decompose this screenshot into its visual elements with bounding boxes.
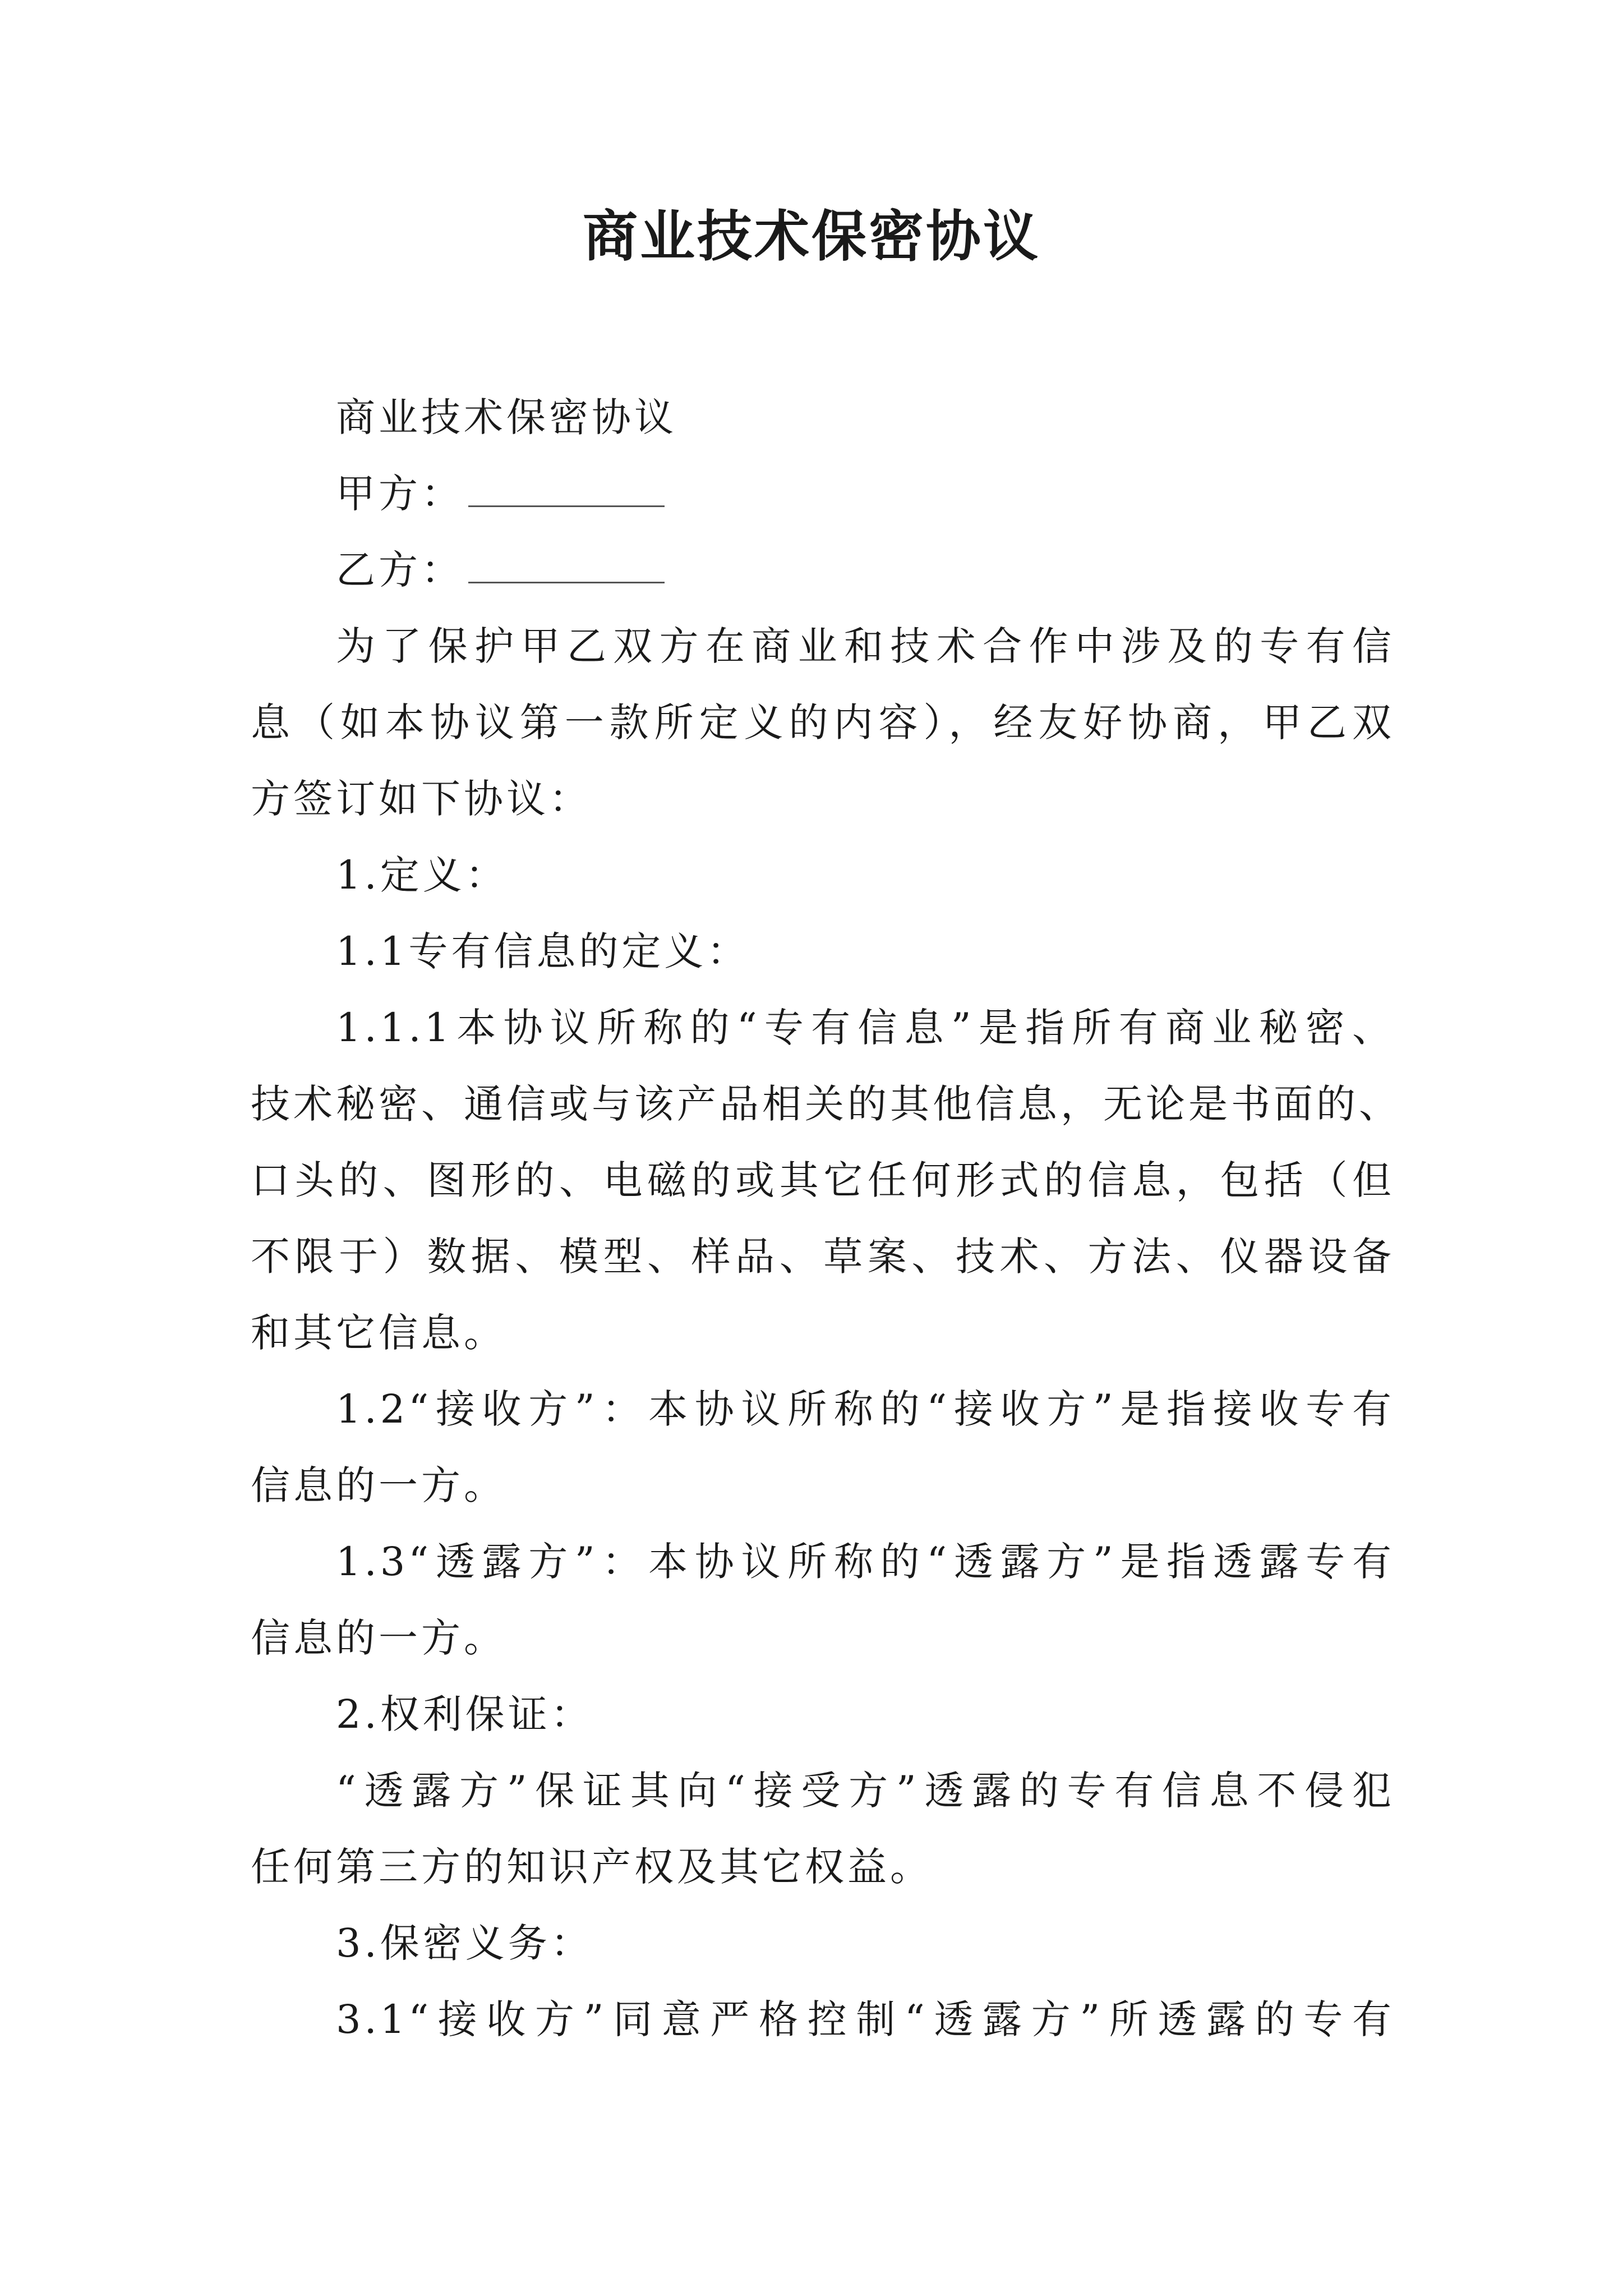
party-a-line (251, 455, 1395, 532)
paragraph-line: 1.3“透露方”：本协议所称的“透露方”是指透露专有 (336, 1539, 1395, 1585)
document-subtitle: 商业技术保密协议 (336, 394, 677, 440)
paragraph-line: 1.1.1本协议所称的“专有信息”是指所有商业秘密、 (336, 1005, 1395, 1051)
paragraph-line: 信息的一方。 (251, 1615, 506, 1661)
paragraph-line: 和其它信息。 (251, 1310, 506, 1356)
paragraph-line: 口头的、图形的、电磁的或其它任何形式的信息，包括（但 (251, 1157, 1395, 1203)
paragraph-line: 不限于）数据、模型、样品、草案、技术、方法、仪器设备 (251, 1234, 1395, 1280)
document-title: 商业技术保密协议 (582, 204, 1040, 269)
party-a-label: 甲方： (336, 471, 464, 517)
paragraph-line: 1.2“接收方”：本协议所称的“接收方”是指接收专有 (336, 1386, 1395, 1432)
party-a-blank[interactable] (468, 472, 665, 507)
paragraph-line: 信息的一方。 (251, 1462, 506, 1508)
document-body (251, 379, 1401, 2058)
party-b-blank[interactable] (468, 548, 665, 583)
paragraph-line: “透露方”保证其向“接受方”透露的专有信息不侵犯 (336, 1768, 1395, 1814)
subsection-heading: 1.1专有信息的定义： (336, 928, 750, 974)
paragraph-line: 任何第三方的知识产权及其它权益。 (251, 1844, 933, 1890)
paragraph-line: 为了保护甲乙双方在商业和技术合作中涉及的专有信 (336, 623, 1395, 669)
paragraph-line: 方签订如下协议： (251, 776, 592, 822)
section-heading: 3.保密义务： (336, 1920, 593, 1966)
party-b-line (251, 532, 1395, 608)
party-b-label: 乙方： (336, 547, 464, 593)
section-heading: 1.定义： (336, 852, 508, 898)
paragraph-line: 3.1“接收方”同意严格控制“透露方”所透露的专有 (336, 1996, 1395, 2042)
section-heading: 2.权利保证： (336, 1691, 593, 1737)
paragraph-line: 技术秘密、通信或与该产品相关的其他信息，无论是书面的、 (251, 1081, 1401, 1127)
paragraph-line: 息（如本协议第一款所定义的内容），经友好协商，甲乙双 (251, 700, 1395, 746)
